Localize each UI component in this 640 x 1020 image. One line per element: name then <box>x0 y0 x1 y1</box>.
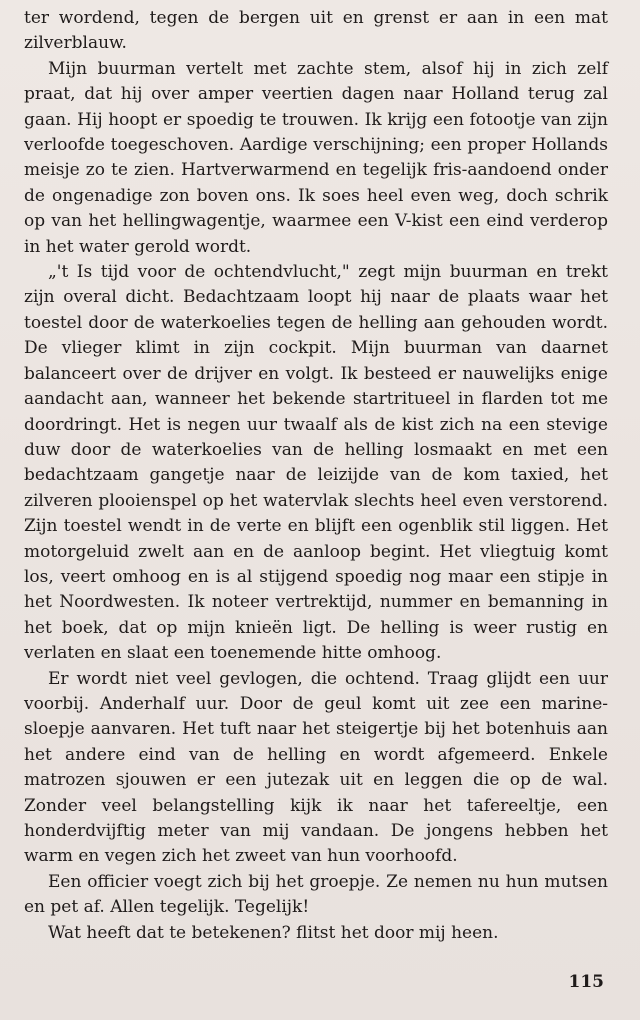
body-text <box>24 6 608 946</box>
paragraph-3: „'t Is tijd voor de ochtendvlucht," zegt mijn buurman en trekt zijn overal dicht. Bedachtzaam loopt hij naar de plaats waar het toestel door de waterkoelies tegen de helling aan gehouden wordt. De vlieger klimt in zijn cockpit. Mijn buurman van daarnet balanceert over de drijver en volgt. Ik besteed er nauwelijks enige aandacht aan, wanneer het bekende startritueel in flarden tot me doordringt. Het is negen uur twaalf als de kist zich na een stevige duw door de waterkoelies van de helling losmaakt en met een bedachtzaam gangetje naar de leizijde van de kom taxied, het zilveren plooienspel op het watervlak slechts heel even verstorend. Zijn toestel wendt in de verte en blijft een ogenblik stil liggen. Het motorgeluid zwelt aan en de aanloop begint. Het vliegtuig komt los, veert omhoog en is al stijgend spoedig nog maar een stipje in het Noordwesten. Ik noteer vertrektijd, nummer en bemanning in het boek, dat op mijn knieën ligt. De helling is weer rustig en verlaten en slaat een toenemende hitte omhoog. <box>24 262 608 664</box>
paragraph-2: Mijn buurman vertelt met zachte stem, alsof hij in zich zelf praat, dat hij over amper veertien dagen naar Holland terug zal gaan. Hij hoopt er spoedig te trouwen. Ik krijg een fotootje van zijn verloofde toegeschoven. Aardige verschijning; een proper Hollands meisje zo te zien. Hartverwarmend en tegelijk fris-aandoend onder de ongenadige zon boven ons. Ik soes heel even weg, doch schrik op van het hellingwagentje, waarmee een V-kist een eind verderop in het water gerold wordt. <box>24 58 608 257</box>
paragraph-6: Wat heeft dat te betekenen? flitst het door mij heen. <box>48 922 499 943</box>
page-number: 115 <box>568 972 604 992</box>
paragraph-5: Een officier voegt zich bij het groepje. Ze nemen nu hun mutsen en pet af. Allen tegelijk. Tegelijk! <box>24 871 608 918</box>
paragraph-4: Er wordt niet veel gevlogen, die ochtend. Traag glijdt een uur voorbij. Anderhalf uur. Door de geul komt uit zee een marine-sloepje aanvaren. Het tuft naar het steigertje bij het botenhuis aan het andere eind van de helling en wordt afgemeerd. Enkele matrozen sjouwen er een jutezak uit en leggen die op de wal. Zonder veel belangstelling kijk ik naar het tafereeltje, een honderdvijftig meter van mij vandaan. De jongens hebben het warm en vegen zich het zweet van hun voorhoofd. <box>24 668 608 867</box>
paragraph-1: ter wordend, tegen de bergen uit en grenst er aan in een mat zilverblauw. <box>24 8 608 54</box>
